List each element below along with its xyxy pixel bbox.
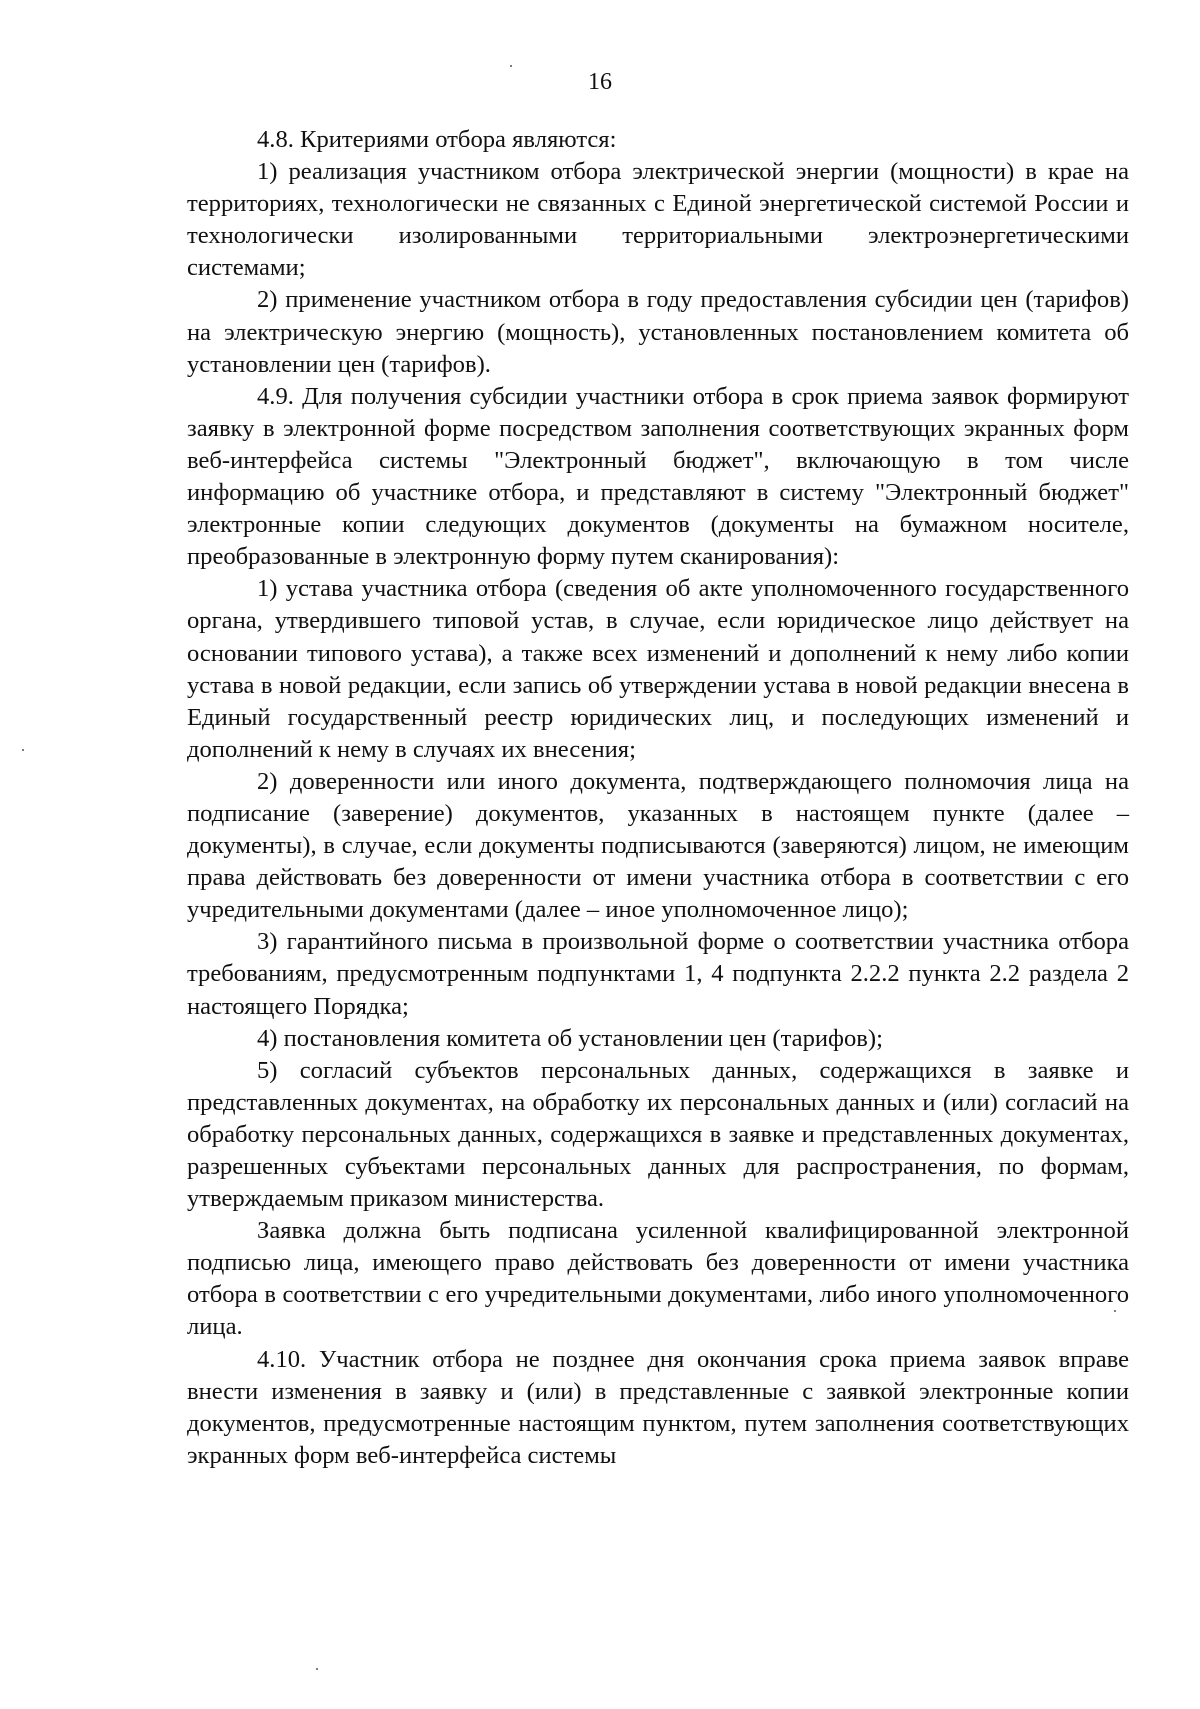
scan-speck-top bbox=[510, 65, 512, 67]
paragraph-document-1: 1) устава участника отбора (сведения об акте уполномоченного государственного органа, утвердившего типовой устав, в случае, если юридическое лицо действует на основании типового устава), а также всех изменений и дополнений к нему либо копии устава в новой редакции, если запись об утверждении устава в новой редакции внесена в Единый государственный реестр юридических лиц, и последующих изменений и дополнений к нему в случаях их внесения; bbox=[187, 575, 1129, 763]
scan-speck-right bbox=[1114, 1310, 1116, 1312]
page-number: 16 bbox=[588, 69, 612, 95]
scan-speck-bottom bbox=[316, 1668, 318, 1670]
scan-speck-left bbox=[22, 749, 24, 751]
paragraph-criterion-2: 2) применение участником отбора в году предоставления субсидии цен (тарифов) на электрическую энергию (мощность), установленных постановлением комитета об установлении цен (тарифов). bbox=[187, 286, 1129, 378]
paragraph-4-9: 4.9. Для получения субсидии участники отбора в срок приема заявок формируют заявку в электронной форме посредством заполнения соответствующих экранных форм веб-интерфейса системы "Электронный бюджет", включающую в том числе информацию об участнике отбора, и представляют в систему "Электронный бюджет" электронные копии следующих документов (документы на бумажном носителе, преобразованные в электронную форму путем сканирования): bbox=[187, 382, 1129, 571]
paragraph-document-5: 5) согласий субъектов персональных данных, содержащихся в заявке и представленных документах, на обработку их персональных данных и (или) согласий на обработку персональных данных, содержащихся в заявке и представленных документах, разрешенных субъектами персональных данных для распространения, по формам, утверждаемым приказом министерства. bbox=[187, 1056, 1129, 1213]
paragraph-document-2: 2) доверенности или иного документа, подтверждающего полномочия лица на подписание (заверение) документов, указанных в настоящем пункте (далее – документы), в случае, если документы подписываются (заверяются) лицом, не имеющим права действовать без доверенности от имени участника отбора в соответствии с его учредительными документами (далее – иное уполномоченное лицо); bbox=[187, 767, 1129, 924]
paragraph-document-4: 4) постановления комитета об установлении цен (тарифов); bbox=[257, 1024, 883, 1052]
paragraph-4-10: 4.10. Участник отбора не позднее дня окончания срока приема заявок вправе внести изменения в заявку и (или) в представленные с заявкой электронные копии документов, предусмотренные настоящим пунктом, путем заполнения соответствующих экранных форм веб-интерфейса системы bbox=[187, 1345, 1129, 1469]
document-body bbox=[187, 124, 1129, 1472]
paragraph-criterion-1: 1) реализация участником отбора электрической энергии (мощности) в крае на территориях, технологически не связанных с Единой энергетической системой России и технологически изолированными территориальными электроэнергетическими системами; bbox=[187, 158, 1129, 282]
paragraph-document-3: 3) гарантийного письма в произвольной форме о соответствии участника отбора требованиям, предусмотренным подпунктами 1, 4 подпункта 2.2.2 пункта 2.2 раздела 2 настоящего Порядка; bbox=[187, 928, 1129, 1020]
paragraph-4-8-heading: 4.8. Критериями отбора являются: bbox=[257, 126, 617, 153]
paragraph-signature-requirement: Заявка должна быть подписана усиленной квалифицированной электронной подписью лица, имеющего право действовать без доверенности от имени участника отбора в соответствии с его учредительными документами, либо иного уполномоченного лица. bbox=[187, 1217, 1129, 1341]
